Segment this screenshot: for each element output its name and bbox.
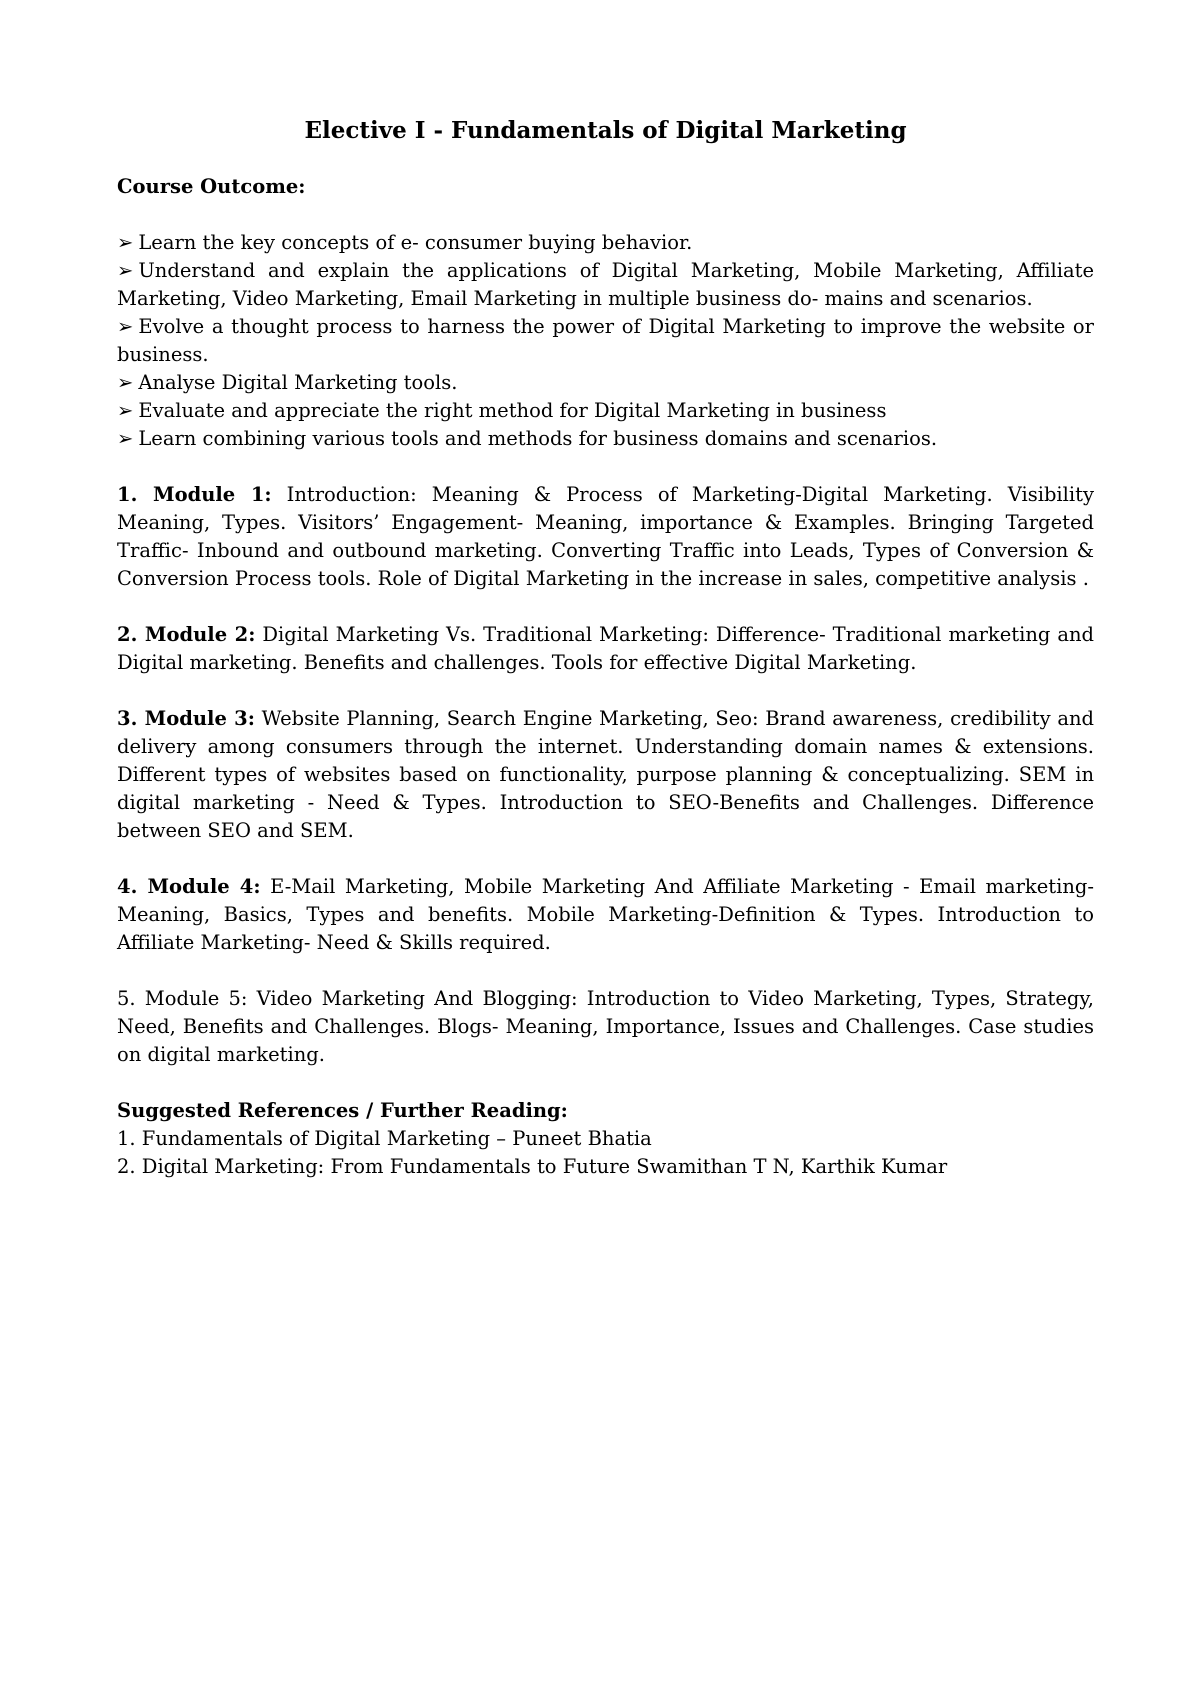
module-5: 5. Module 5: Video Marketing And Blogging: Introduction to Video Marketing, Types, Strategy, Need, Benefits and Challenges. Blogs- Meaning, Importance, Issues and Challenges. Case studies on digital marketing. [117, 987, 1094, 1066]
course-outcome-list [117, 229, 1094, 453]
outcome-item [117, 257, 1094, 313]
outcome-text: Learn combining various tools and methods for business domains and scenarios. [138, 427, 938, 450]
module-label: 3. Module 3: [117, 707, 255, 730]
outcome-item [117, 369, 1094, 397]
module-1 [117, 481, 1094, 593]
document-page [117, 108, 1094, 1181]
outcome-text: Evolve a thought process to harness the power of Digital Marketing to improve the website or business. [117, 315, 1094, 366]
module-text: E-Mail Marketing, Mobile Marketing And Affiliate Marketing - Email marketing- Meaning, Basics, Types and benefits. Mobile Marketing-Definition & Types. Introduction to Affiliate Marketing- Need & Skills required. [117, 875, 1094, 954]
outcome-text: Evaluate and appreciate the right method for Digital Marketing in business [138, 399, 887, 422]
outcome-text: Analyse Digital Marketing tools. [138, 371, 458, 394]
arrow-bullet-icon: ➢ [117, 427, 134, 450]
module-text: Digital Marketing Vs. Traditional Marketing: Difference- Traditional marketing and Digital marketing. Benefits and challenges. Tools for effective Digital Marketing. [117, 623, 1094, 674]
module-text: Introduction: Meaning & Process of Marketing-Digital Marketing. Visibility Meaning, Types. Visitors’ Engagement- Meaning, importance & Examples. Bringing Targeted Traffic- Inbound and outbound marketing. Converting Traffic into Leads, Types of Conversion & Conversion Process tools. Role of Digital Marketing in the increase in sales, competitive analysis . [117, 483, 1094, 590]
module-4 [117, 873, 1094, 957]
module-text: Website Planning, Search Engine Marketing, Seo: Brand awareness, credibility and delivery among consumers through the internet. Understanding domain names & extensions. Different types of websites based on functionality, purpose planning & conceptualizing. SEM in digital marketing - Need & Types. Introduction to SEO-Benefits and Challenges. Difference between SEO and SEM. [117, 707, 1094, 842]
reference-item: 2. Digital Marketing: From Fundamentals to Future Swamithan T N, Karthik Kumar [117, 1155, 948, 1178]
outcome-text: Learn the key concepts of e- consumer buying behavior. [138, 231, 693, 254]
module-label: 1. Module 1: [117, 483, 272, 506]
outcome-item [117, 313, 1094, 369]
course-outcome-heading: Course Outcome: [117, 175, 306, 198]
arrow-bullet-icon: ➢ [117, 371, 134, 394]
references-heading: Suggested References / Further Reading: [117, 1099, 568, 1122]
arrow-bullet-icon: ➢ [117, 315, 134, 338]
reference-item: 1. Fundamentals of Digital Marketing – Puneet Bhatia [117, 1127, 652, 1150]
module-label: 4. Module 4: [117, 875, 261, 898]
outcome-text: Understand and explain the applications of Digital Marketing, Mobile Marketing, Affiliate Marketing, Video Marketing, Email Marketing in multiple business do- mains and scenarios. [117, 259, 1094, 310]
module-label: 2. Module 2: [117, 623, 256, 646]
arrow-bullet-icon: ➢ [117, 399, 134, 422]
outcome-item [117, 229, 1094, 257]
arrow-bullet-icon: ➢ [117, 259, 134, 282]
outcome-item [117, 425, 1094, 453]
module-2 [117, 621, 1094, 677]
module-3 [117, 705, 1094, 845]
document-title: Elective I - Fundamentals of Digital Marketing [304, 117, 907, 144]
outcome-item [117, 397, 1094, 425]
arrow-bullet-icon: ➢ [117, 231, 134, 254]
